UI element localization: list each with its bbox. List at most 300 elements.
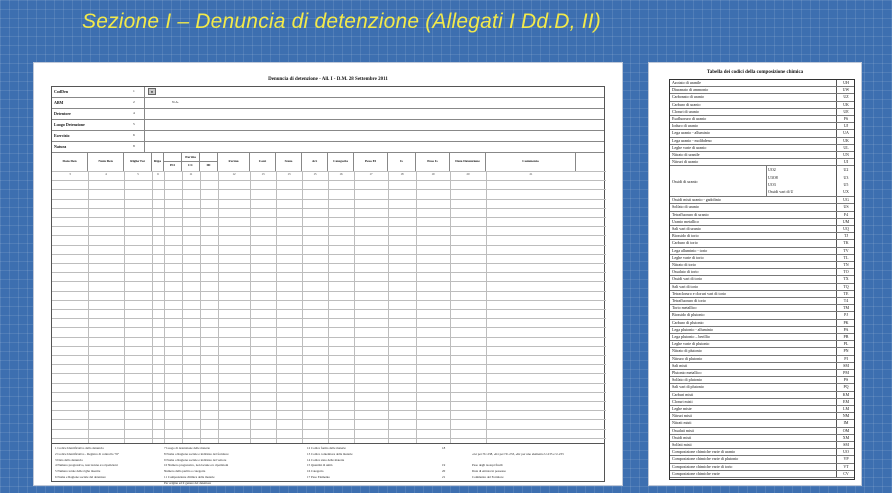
code-value: UW [842,87,850,93]
grid-row-line [52,364,606,365]
column-header [152,153,164,171]
grid-row-line [52,180,606,181]
grid-row-line [52,254,606,255]
grid-row-line [52,217,606,218]
code-row [670,159,854,166]
footnote-line: 11 Composizione chimica delle materie [164,474,215,479]
code-value: TM [843,305,849,311]
code-row [670,212,854,219]
grid-column-line [486,171,487,443]
grid-row-line [52,392,606,393]
code-row [670,123,854,130]
code-subrow-name: UO3 [768,181,776,187]
footnote-line: 8 Nome o Ragione sociale e indirizzo del fornitore [164,451,229,456]
code-name: Leghe varie di plutonio [672,341,710,347]
column-number: 21 [529,172,533,176]
footnotes-col5 [472,446,564,481]
code-value: OM [842,427,850,433]
code-row [670,226,854,233]
column-header-label: CC [187,163,194,167]
code-row [670,219,854,226]
code-row [670,240,854,247]
grid-row-line [52,199,606,200]
header-field-label: Luogo Detenzione [54,122,85,127]
column-number: 3 [69,172,71,176]
footnote-line: Data di entrata in possesso [472,469,506,474]
column-header-label: Categoria [333,159,348,163]
header-divider [144,142,145,152]
footnote-line: 15 Quantità di unità [307,463,333,468]
column-number: 16 [339,172,343,176]
code-name: Cloruri di uranio [672,108,699,114]
code-row [670,442,854,449]
code-value: CV [843,470,849,476]
code-value: PJ [844,312,848,318]
code-row [670,255,854,262]
grid-row-line [52,419,606,420]
grid-row-line [52,337,606,338]
code-name: Lega plutonio – berillio [672,334,710,339]
grid-row-line [52,281,606,282]
code-name: Lega uranio - molibdeno [672,137,712,143]
column-header-label: Riga [154,159,161,163]
code-value: PL [843,341,849,347]
grid-column-line [88,171,89,443]
code-row [670,370,854,377]
code-name: Nitrato di torio [672,262,696,267]
code-name: Nitrati misti [672,420,692,426]
footnote-line: 21 [442,474,446,479]
grid-column-line [276,171,277,443]
code-name: Ioduro di uranio [672,123,698,129]
grid-row-line [52,226,606,227]
code-name: Ossidi misti uranio - gadolinio [672,197,721,203]
footnote-line: 16 Categoria [307,469,324,474]
code-value: PK [843,319,849,325]
code-value: US [843,204,849,210]
footnote-line: 4 Numero progressivo, non lacune e/o ripetizioni [55,463,118,468]
header-divider [144,87,145,97]
code-value: UQ [843,226,849,231]
column-header-label: Commento [522,159,539,163]
grid-row-line [52,383,606,384]
code-value: UM [842,218,850,224]
code-row [670,334,854,341]
footnote-line: 9 Nome o Ragione sociale e indirizzo del vettore [164,457,227,462]
code-subrow-name: U3O8 [768,174,778,180]
grid-column-line [152,171,153,443]
code-name: Torio metallico [672,305,697,311]
footnote-line: Numero della partita o categoria [164,469,206,474]
footnote-line: 18 [442,446,446,450]
denuncia-form-document [34,63,622,485]
code-name: Uranio metallico [672,218,699,224]
footnote-line: 6 Nome e Ragione sociale del detentore [55,474,106,479]
column-header-label: PO [170,163,175,167]
code-row [670,138,854,145]
code-row [670,320,854,327]
header-field-number: 8 [133,144,135,148]
grid-row-line [52,245,606,246]
code-subrow-value: U2 [843,167,849,173]
footnote-line: 1 Codice Identificativo della denuncia [55,446,104,450]
footnote-line: Peso degli isotopi fissili [472,463,503,468]
header-field-row [52,87,604,98]
header-divider [144,120,145,130]
code-name: Nitruro di plutonio [672,355,703,361]
header-divider [144,98,145,108]
code-row [670,327,854,334]
column-number: 13 [261,172,265,176]
footnote-line: 13 Codice contenitore delle materie [307,451,353,456]
footnotes-col2 [164,446,229,485]
code-name: Cloruri misti [672,398,693,404]
code-name: Carburo di plutonio [672,319,704,325]
codes-title: Tabella dei codici della composizione chimica [706,70,804,75]
code-name: Plutonio metallico [672,370,702,375]
code-name: Leghe varie di torio [672,254,704,260]
grid-column-line [182,171,183,443]
header-field-number: 2 [133,100,135,104]
header-field-row [52,142,604,153]
column-header-label: Forma [228,159,239,163]
code-value: XM [842,434,850,440]
code-name: Lega plutonio - alluminio [672,326,713,332]
code-value: KM [842,391,850,397]
footnotes-col1 [55,446,119,481]
code-subrow-name: UO2 [768,167,776,173]
code-row [670,406,854,413]
code-name: Ossidi vari di torio [672,276,703,282]
column-header-label: Cont [258,159,267,163]
code-name: Composizione chimiche varie di plutonio [672,456,739,462]
code-row [670,145,854,152]
code-value: UL [843,144,849,150]
column-number: 15 [313,172,317,176]
code-name: Diuranato di ammonio [672,87,709,93]
code-row [670,312,854,319]
header-divider [144,109,145,119]
header-field-row [52,120,604,131]
column-header-label: Art [311,159,318,163]
code-name: Composizione chimiche varie [672,470,720,476]
column-header-label: Stato [284,159,293,163]
code-row [670,130,854,137]
code-row [670,276,854,283]
code-name: Sali vari di plutonio [672,384,704,390]
code-name: Tetracloruro e cloruri vari di torio [672,290,727,296]
footnotes-col3 [307,446,353,481]
footnote-line: 7 Luogo di detenzione delle materie [164,446,210,450]
code-name: Solfati misti [672,442,692,447]
code-row [670,109,854,116]
code-row [670,284,854,291]
header-field-row [52,131,604,142]
code-subrow-value: U5 [843,181,849,187]
code-row [670,87,854,94]
code-value: TE [843,290,849,296]
code-name: Solfato di uranio [672,204,699,210]
code-name: Ossalato di torio [672,269,699,275]
code-row [670,233,854,240]
code-value: UE [843,108,849,114]
code-row [670,392,854,399]
code-value: SM [843,362,849,368]
code-row [670,348,854,355]
code-value: TV [843,247,849,253]
code-name: Carburi misti [672,391,694,397]
grid-row-line [52,318,606,319]
code-name: Sali vari di uranio [672,226,701,231]
code-value: TJ [844,233,848,239]
code-name: Sali vari di torio [672,283,699,289]
header-field-box: B [148,88,156,95]
header-field-label: Detentore [54,111,71,116]
code-value: LM [843,406,849,411]
codes-table [669,79,855,480]
code-row [670,428,854,435]
grid-row-line [52,300,606,301]
code-row [670,305,854,312]
code-row [670,384,854,391]
column-number: 4 [105,172,107,176]
code-row-group [670,166,854,197]
code-row [670,377,854,384]
header-field-number: 5 [133,122,135,126]
grid-row-line [52,401,606,402]
code-row [670,471,854,478]
code-name: Carburo di uranio [672,101,701,107]
code-name: Ossidi di uranio [672,178,698,184]
column-header [328,153,354,171]
partita-label: Partita [185,155,196,159]
header-field-label: ABM [54,100,64,105]
code-name: Ossidi misti [672,434,692,440]
grid-row-line [52,355,606,356]
code-row [670,80,854,87]
code-value: NM [842,413,850,419]
footnotes-col4 [442,446,445,481]
code-name: Carbonato di uranio [672,94,704,100]
column-header [52,153,88,171]
header-field-number: 4 [133,111,135,115]
code-row [670,102,854,109]
column-header [450,153,486,171]
code-row [670,291,854,298]
form-title: Denuncia di detenzione - All. I - D.M. 28 Settembre 2011 [268,77,388,82]
footnote-line: 10 Numero progressivo, non lacune e/o ripetizioni [164,463,229,468]
grid-row-line [52,327,606,328]
code-value: IM [843,420,849,426]
code-row [670,94,854,101]
column-header [416,153,450,171]
footnote-line: 12 Codice forma delle materie [307,446,346,450]
column-header-label: Is [400,159,403,163]
footnote-line: 17 Peso Elemento [307,474,331,479]
code-value: F4 [843,211,849,217]
grid-column-line [450,171,451,443]
code-row [670,420,854,427]
code-row [670,248,854,255]
column-header [388,153,416,171]
code-name: Leghe miste [672,406,692,411]
grid-column-line [302,171,303,443]
code-value: PI [844,355,848,361]
column-header [276,153,302,171]
grid-column-line [328,171,329,443]
code-value: TO [843,269,849,275]
code-row [670,464,854,471]
column-header-label: Peso Is [427,159,438,163]
column-header-label: Num Den [98,159,113,163]
footnote-line: Per origine ed il genere del detentore [164,480,212,485]
code-name: Composizione chimiche varie di uranio [672,449,736,455]
code-value: SM [843,442,849,447]
grid-row-line [52,208,606,209]
column-header [250,153,276,171]
grid-row-line [52,272,606,273]
code-value: PS [843,377,849,383]
column-header-label: Peso El [365,159,376,163]
code-row [670,356,854,363]
code-value: VT [843,463,849,469]
code-name: Leghe varie di uranio [672,144,707,150]
column-number: 20 [466,172,470,176]
code-value: PA [843,326,849,332]
column-header-label: Data Detenzione [455,159,480,163]
grid-column-line [124,171,125,443]
code-subrow-name: Ossidi vari di U [768,188,794,194]
code-value: F6 [843,116,849,121]
column-header [88,153,124,171]
header-field-row [52,109,604,120]
code-row [670,298,854,305]
header-divider [144,131,145,141]
column-header [124,153,152,171]
code-name: Azotato di uranile [672,80,701,85]
header-field-row [52,98,604,109]
column-number: 19 [431,172,435,176]
grid-row-line [52,410,606,411]
code-value: TN [843,262,849,267]
footnote-line: 19 [442,463,446,468]
code-row [670,152,854,159]
grid-column-line [388,171,389,443]
code-value: TL [843,254,849,260]
form-footnotes [52,443,604,483]
code-name: Biossido di torio [672,233,699,239]
code-name: Nitrato di plutonio [672,348,702,354]
grid-row-line [52,291,606,292]
column-number: 11 [189,172,193,176]
column-number: 18 [400,172,404,176]
grid-column-line [164,171,165,443]
code-name: Carburo di torio [672,240,698,246]
code-row [670,269,854,276]
code-row [670,116,854,123]
column-header-label: ID [206,163,211,167]
form-frame [51,86,605,485]
chemical-codes-document [649,63,861,485]
code-name: Biossido di plutonio [672,312,705,318]
code-row [670,363,854,370]
code-name: Nitrato di uranile [672,152,700,157]
column-number: 13 [287,172,291,176]
code-value: PB [843,334,849,339]
code-row [670,435,854,442]
code-subrow-value: U3 [843,174,849,180]
code-value: UO [843,449,849,455]
code-name: Lega alluminio - torio [672,247,708,253]
column-header-label: Righe Tot [130,159,145,163]
grid-column-line [250,171,251,443]
code-value: EM [843,398,849,404]
code-row [670,449,854,456]
code-value: PM [843,370,849,375]
header-field-label: Natura [54,144,67,149]
code-name: Lega uranio - alluminio [672,130,710,136]
code-value: UZ [843,94,849,100]
code-name: Solfato di plutonio [672,377,702,383]
grid-row-line [52,346,606,347]
grid-column-line [416,171,417,443]
code-name: Sali misti [672,362,688,368]
code-value: UG [843,197,849,203]
code-sub-divider [766,166,767,196]
code-value: UA [843,130,849,136]
code-name: Ossalati misti [672,427,694,433]
grid-row-line [52,189,606,190]
code-row [670,262,854,269]
column-header [302,153,328,171]
code-subrow-value: UX [843,188,849,194]
grid-row-line [52,438,606,439]
column-number: 5 [137,172,139,176]
grid-row-line [52,171,606,172]
footnote-line: 2 Codice Identificativo - Registro di controllo "D" [55,451,120,456]
header-field-number: 6 [133,133,135,137]
code-value: UJ [843,123,849,129]
footnote-line: 20 [442,469,446,474]
grid-row-line [52,373,606,374]
code-row [670,204,854,211]
footnote-line: 14 Codice stato delle materie [307,457,345,462]
code-value: UK [843,101,849,107]
code-row [670,413,854,420]
code-name: Tetrafluoruro di uranio [672,211,709,217]
code-value: TK [843,240,849,246]
footnote-line: Commento del Fornitore [472,474,504,479]
code-value: VP [843,456,849,462]
code-row [670,456,854,463]
column-number: 17 [369,172,373,176]
column-header [354,153,388,171]
code-row [670,399,854,406]
column-number: 12 [232,172,236,176]
code-row [670,197,854,204]
grid-row-line [52,309,606,310]
column-header [486,153,576,171]
grid-column-line [354,171,355,443]
column-number: 6 [157,172,159,176]
column-header-label: Data Den [62,159,77,163]
header-field-label: CodDen [54,89,69,94]
code-value: T4 [843,298,849,303]
code-value: PQ [843,384,849,390]
header-field-label: Esercizio [54,133,70,138]
code-value: UI [843,159,849,165]
header-field-value: N.A. [172,100,179,104]
